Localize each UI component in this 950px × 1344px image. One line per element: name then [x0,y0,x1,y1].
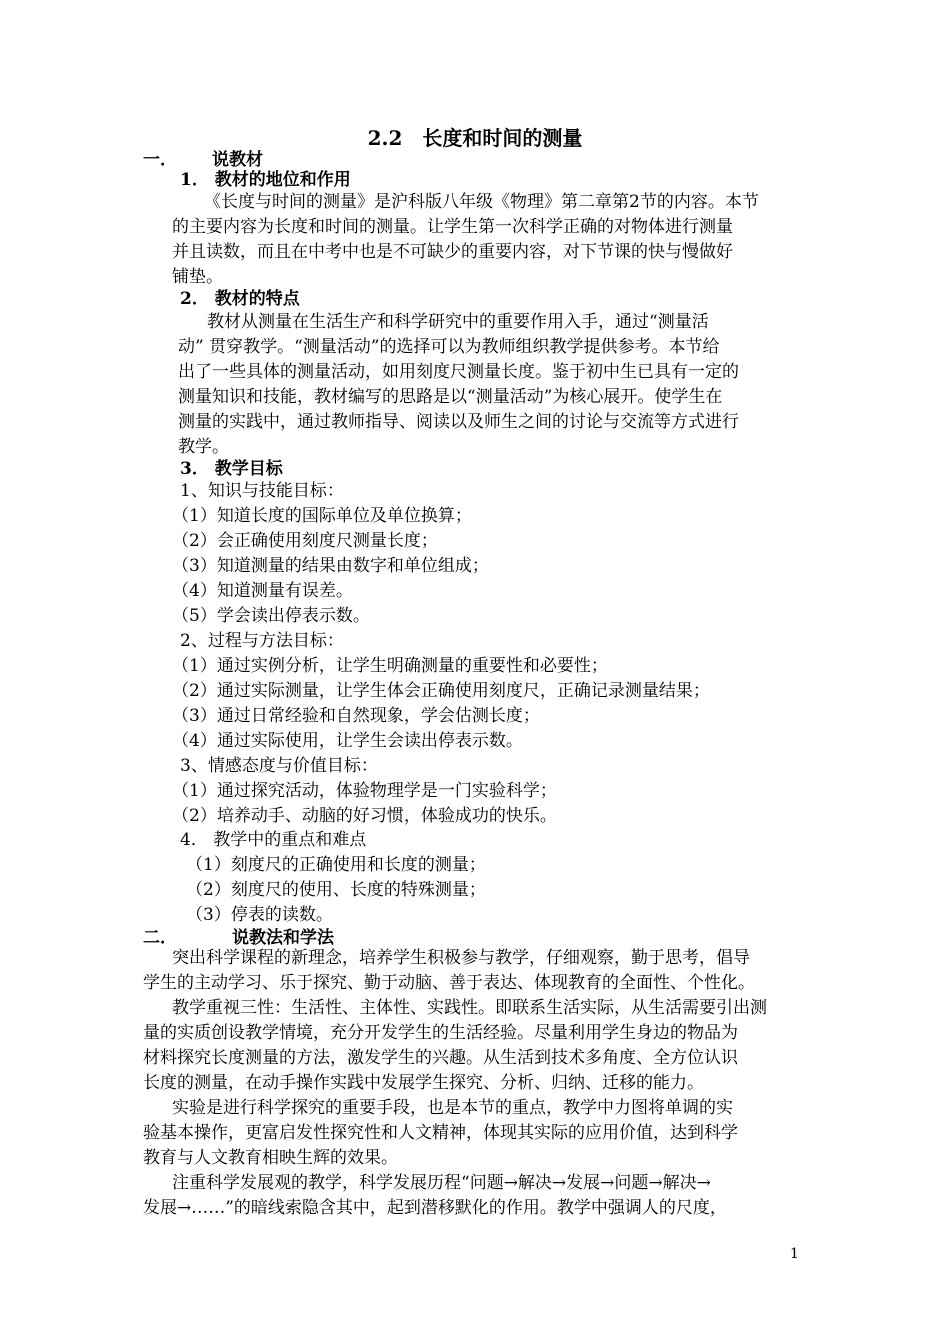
page-title: 2.2 长度和时间的测量 [367,126,583,150]
objective-item: （4）通过实际使用，让学生会读出停表示数。 [172,731,523,751]
section-1-heading: 说教材 [212,150,263,170]
page-number: 1 [790,1246,799,1262]
paragraph-line: 测量的实践中，通过教师指导、阅读以及师生之间的讨论与交流等方式进行 [178,412,739,432]
objective-item: （3）通过日常经验和自然现象，学会估测长度； [172,706,540,726]
objective-group-heading: 3、情感态度与价值目标： [180,756,378,776]
objective-item: （1）通过实例分析，让学生明确测量的重要性和必要性； [172,656,608,676]
section-2-number: 二． [143,928,177,948]
paragraph-line: 发展→……”的暗线索隐含其中，起到潜移默化的作用。教学中强调人的尺度， [143,1198,727,1218]
paragraph-line: 验基本操作，更富启发性探究性和人文精神，体现其实际的应用价值，达到科学 [143,1123,738,1143]
paragraph-line: 教材从测量在生活生产和科学研究中的重要作用入手，通过“测量活 [207,312,709,332]
objective-item: （3）知道测量的结果由数字和单位组成； [172,556,489,576]
paragraph-line: 出了一些具体的测量活动，如用刻度尺测量长度。鉴于初中生已具有一定的 [178,362,739,382]
objective-group-heading: 2、过程与方法目标： [180,631,344,651]
objective-item: （1）知道长度的国际单位及单位换算； [172,506,472,526]
paragraph-line: 突出科学课程的新理念，培养学生积极参与教学，仔细观察，勤于思考，倡导 [172,948,750,968]
keypoint-item: （2）刻度尺的使用、长度的特殊测量； [186,880,486,900]
paragraph-line: 注重科学发展观的教学，科学发展历程“问题→解决→发展→问题→解决→ [172,1173,711,1193]
paragraph-line: 测量知识和技能，教材编写的思路是以“测量活动”为核心展开。使学生在 [178,387,723,407]
paragraph-line: 《长度与时间的测量》是沪科版八年级《物理》第二章第2节的内容。本节 [204,192,759,212]
paragraph-line: 实验是进行科学探究的重要手段，也是本节的重点，教学中力图将单调的实 [172,1098,733,1118]
paragraph-line: 材料探究长度测量的方法，激发学生的兴趣。从生活到技术多角度、全方位认识 [143,1048,738,1068]
paragraph-line: 动” 贯穿教学。“测量活动”的选择可以为教师组织教学提供参考。本节给 [178,337,720,357]
paragraph-line: 教学重视三性：生活性、主体性、实践性。即联系生活实际，从生活需要引出测 [172,998,767,1018]
paragraph-line: 教学。 [178,437,229,457]
objective-item: （1）通过探究活动，体验物理学是一门实验科学； [172,781,557,801]
paragraph-line: 量的实质创设教学情境，充分开发学生的生活经验。尽量利用学生身边的物品为 [143,1023,738,1043]
objective-item: （5）学会读出停表示数。 [172,606,370,626]
section-2-heading: 说教法和学法 [232,928,334,948]
paragraph-line: 并且读数，而且在中考中也是不可缺少的重要内容，对下节课的快与慢做好 [172,242,733,262]
keypoint-item: （1）刻度尺的正确使用和长度的测量； [186,855,486,875]
paragraph-line: 的主要内容为长度和时间的测量。让学生第一次科学正确的对物体进行测量 [172,217,733,237]
objective-group-heading: 1、知识与技能目标： [180,481,344,501]
paragraph-line: 学生的主动学习、乐于探究、勤于动脑、善于表达、体现教育的全面性、个性化。 [143,973,755,993]
objective-item: （2）通过实际测量，让学生体会正确使用刻度尺，正确记录测量结果； [172,681,710,701]
paragraph-line: 铺垫。 [172,267,223,287]
subsection-1-heading: 1． 教材的地位和作用 [180,170,351,190]
objective-item: （2）培养动手、动脑的好习惯，体验成功的快乐。 [172,806,557,826]
objective-item: （2）会正确使用刻度尺测量长度； [172,531,438,551]
keypoint-item: （3）停表的读数。 [186,905,333,925]
subsection-3-heading: 3． 教学目标 [180,459,283,479]
paragraph-line: 教育与人文教育相映生辉的效果。 [143,1148,398,1168]
paragraph-line: 长度的测量，在动手操作实践中发展学生探究、分析、归纳、迁移的能力。 [143,1073,704,1093]
section-1-number: 一． [143,150,177,170]
subsection-2-heading: 2． 教材的特点 [180,289,300,309]
subsection-4-heading: 4． 教学中的重点和难点 [180,830,367,850]
objective-item: （4）知道测量有误差。 [172,581,353,601]
